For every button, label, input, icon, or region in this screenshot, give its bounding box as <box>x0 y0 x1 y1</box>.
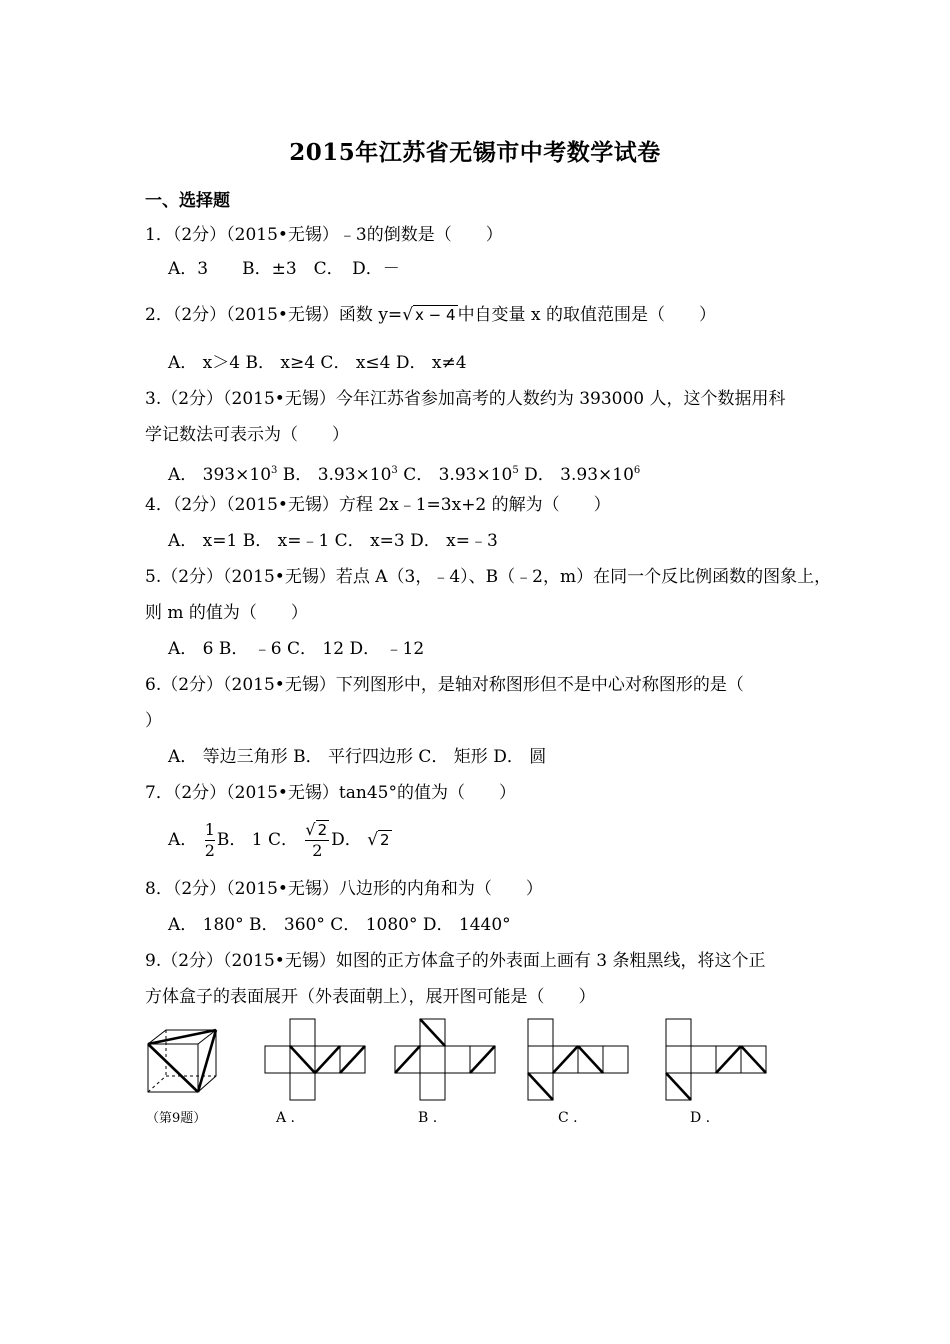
option-a: A． 393×10 <box>168 465 272 485</box>
question-3-stem-line1: 3.（2分）（2015•无锡）今年江苏省参加高考的人数约为 393000 人，这个数据用科 <box>145 389 786 409</box>
option-a: A． <box>168 830 198 850</box>
section-heading: 一、选择题 <box>145 191 230 211</box>
radical-sign-icon: √ <box>402 305 414 325</box>
option-d-label: D . <box>690 1110 711 1126</box>
option-a-exponent: 3 <box>271 465 278 476</box>
option-b-exponent: 3 <box>391 465 398 476</box>
question-6-stem-line1: 6.（2分）（2015•无锡）下列图形中，是轴对称图形但不是中心对称图形的是（ <box>145 675 744 695</box>
question-2-radicand: x − 4 <box>415 306 456 324</box>
question-4-stem: 4．（2分）（2015•无锡）方程 2x﹣1=3x+2 的解为（ ） <box>145 495 611 515</box>
question-2-stem-post: 中自变量 x 的取值范围是（ ） <box>457 305 716 325</box>
net-b-figure <box>394 1018 496 1100</box>
question-1-options: A．3 B．±3 C． D．－ <box>168 259 400 279</box>
question-2-stem-pre: 2．（2分）（2015•无锡）函数 y= <box>145 305 403 325</box>
fraction-one-half: $\frac{1}{2}$ <box>204 820 215 860</box>
question-2-options: A． x＞4 B． x≥4 C． x≤4 D． x≠4 <box>168 353 467 373</box>
net-d-figure <box>665 1018 767 1100</box>
fraction-root2-over-2: $\frac{√ 2}{2}$ <box>305 820 328 860</box>
question-9-stem-line1: 9.（2分）（2015•无锡）如图的正方体盒子的外表面上画有 3 条粗黑线，将这个正 <box>145 951 766 971</box>
option-c: C． 3.93×10 <box>397 465 513 485</box>
option-b-c: B． 1 C． <box>216 830 298 850</box>
question-1-stem: 1．（2分）（2015•无锡）﹣3的倒数是（ ） <box>145 225 503 245</box>
question-7-options <box>168 818 392 862</box>
page-title: 2015年江苏省无锡市中考数学试卷 <box>289 139 661 166</box>
question-9-stem-line2: 方体盒子的表面展开（外表面朝上），展开图可能是（ ） <box>145 987 596 1007</box>
radical-sign-icon: √ <box>305 820 316 839</box>
question-8-stem: 8．（2分）（2015•无锡）八边形的内角和为（ ） <box>145 879 543 899</box>
question-5-stem-line2: 则 m 的值为（ ） <box>145 603 308 623</box>
question-7-stem: 7．（2分）（2015•无锡）tan45°的值为（ ） <box>145 783 516 803</box>
question-6-stem-line2: ） <box>145 711 162 731</box>
option-b: B． 3.93×10 <box>277 465 392 485</box>
net-a-figure <box>264 1018 366 1100</box>
option-d-exponent: 6 <box>633 465 641 476</box>
option-c-label: C . <box>558 1110 578 1126</box>
cube-figure <box>140 1024 224 1096</box>
question-8-options: A． 180° B． 360° C． 1080° D． 1440° <box>168 915 511 935</box>
question-5-options: A． 6 B． ﹣6 C． 12 D． ﹣12 <box>168 639 425 659</box>
question-4-options: A． x=1 B． x=﹣1 C． x=3 D． x=﹣3 <box>168 531 498 551</box>
question-3-stem-line2: 学记数法可表示为（ ） <box>145 425 349 445</box>
net-c-figure <box>527 1018 629 1100</box>
option-a-label: A . <box>276 1110 296 1126</box>
question-2-stem <box>145 304 716 326</box>
radical-sign-icon: √ <box>367 830 379 850</box>
figure-caption: （第9题） <box>146 1111 207 1126</box>
question-6-options: A． 等边三角形 B． 平行四边形 C． 矩形 D． 圆 <box>168 747 547 767</box>
question-3-options <box>168 460 640 486</box>
option-d: D． <box>331 830 362 850</box>
option-c-exponent: 5 <box>512 465 519 476</box>
question-5-stem-line1: 5.（2分）（2015•无锡）若点 A（3，﹣4）、B（﹣2，m）在同一个反比例函数的图象上， <box>145 567 832 587</box>
option-d: D． 3.93×10 <box>518 465 634 485</box>
option-d-radicand: 2 <box>380 831 390 849</box>
option-b-label: B . <box>418 1110 438 1126</box>
